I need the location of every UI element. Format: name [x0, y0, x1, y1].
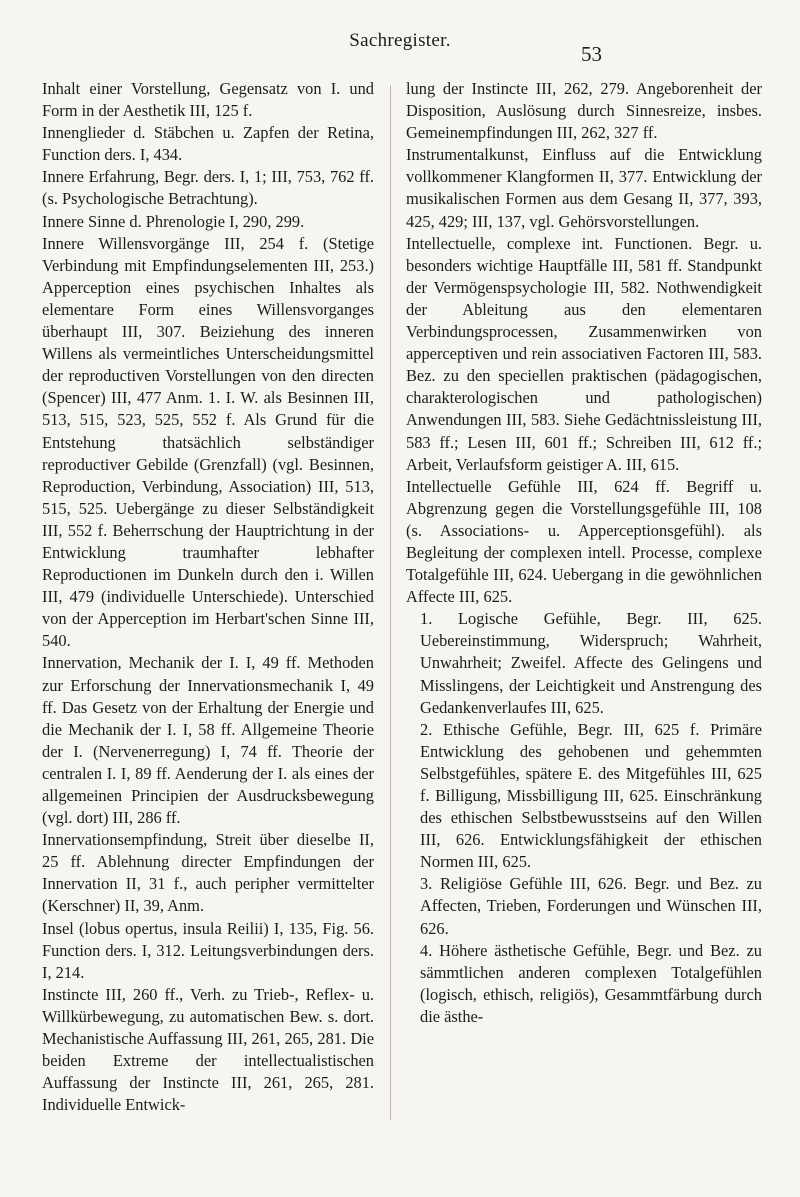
index-entry: Inhalt einer Vorstellung, Gegensatz von I. und Form in der Aesthetik III, 125 f.: [42, 79, 374, 121]
index-entry: Innere Erfahrung, Begr. ders. I, 1; III, 753, 762 ff. (s. Psychologische Betrachtung).: [42, 167, 374, 209]
index-entry: Innere Willensvorgänge III, 254 f. (Stetige Verbindung mit Empfindungselementen III, 253.) Apperception eines psychischen Inhaltes als elementare Form eines Willensvorganges überhaupt III, 307. Beiziehung des inneren Willens als vermeintliches Unterscheidungsmittel der reproductiven Vorstellungen von den directen (Spencer) III, 477 Anm. 1. I. W. als Besinnen III, 513, 515, 523, 525, 552 f. Als Grund für die Entstehung thatsächlich selbständiger reproductiver Gebilde (Grenzfall) (vgl. Besinnen, Reproduction, Verbindung, Association) III, 513, 515, 525. Uebergänge zu dieser Selbständigkeit III, 552 f. Beherrschung der Hauptrichtung in der Entwicklung traumhafter lebhafter Reproductionen im Dunkeln durch den i. Willen III, 479 (individuelle Unterschiede). Unterschied von der Apperception im Herbart'schen Sinne III, 540.: [42, 233, 374, 651]
left-column: [42, 78, 374, 1116]
page-header: [0, 30, 800, 70]
index-entry: Insel (lobus opertus, insula Reilii) I, 135, Fig. 56. Function ders. I, 312. Leitungsverbindungen ders. I, 214.: [42, 918, 374, 982]
index-entry: Instincte III, 260 ff., Verh. zu Trieb-, Reflex- u. Willkürbewegung, zu automatischen Bew. s. dort. Mechanistische Auffassung III, 261, 265, 281. Die beiden Extreme der intellectualistischen Auffassung der Instincte III, 261, 265, 281. Individuelle Entwick-: [42, 984, 374, 1115]
index-subentry: 4. Höhere ästhetische Gefühle, Begr. und Bez. zu sämmtlichen anderen complexen Totalgefühlen (logisch, ethisch, religiös), Gesammtfärbung durch die ästhe-: [420, 940, 762, 1026]
right-column: [406, 78, 762, 1028]
index-subentry: 3. Religiöse Gefühle III, 626. Begr. und Bez. zu Affecten, Trieben, Forderungen und Wünschen III, 626.: [420, 874, 762, 938]
index-entry: Intellectuelle Gefühle III, 624 ff. Begriff u. Abgrenzung gegen die Vorstellungsgefühle III, 108 (s. Associations- u. Apperceptionsgefühl). als Begleitung der complexen intell. Processe, complexe Totalgefühle III, 624. Uebergang in die gewöhnlichen Affecte III, 625.: [406, 476, 762, 607]
index-entry: Innenglieder d. Stäbchen u. Zapfen der Retina, Function ders. I, 434.: [42, 123, 374, 165]
index-entry: Innere Sinne d. Phrenologie I, 290, 299.: [42, 211, 305, 231]
index-entry: Innervation, Mechanik der I. I, 49 ff. Methoden zur Erforschung der Innervationsmechanik I, 49 ff. Das Gesetz von der Erhaltung der Energie und die Mechanik der I. I, 58 ff. Allgemeine Theorie der I. (Nervenerregung) I, 74 ff. Theorie der centralen I. I, 89 ff. Aenderung der I. als eines der allgemeinen Principien der Ausdrucksbewegung (vgl. dort) III, 286 ff.: [42, 653, 374, 828]
index-entry: lung der Instincte III, 262, 279. Angeborenheit der Disposition, Auslösung durch Sinnesreize, insbes. Gemeinempfindungen III, 262, 327 ff.: [406, 79, 762, 143]
index-entry: Intellectuelle, complexe int. Functionen. Begr. u. besonders wichtige Hauptfälle III, 581 ff. Standpunkt der Vermögenspsychologie III, 582. Nothwendigkeit der Ableitung aus den elementaren Verbindungsprocessen, Zusammenwirken von apperceptiven und rein associativen Factoren III, 583. Bez. zu den speciellen praktischen (pädagogischen, charakterologischen und pathologischen) Anwendungen III, 583. Siehe Gedächtnissleistung III, 583 ff.; Lesen III, 601 ff.; Schreiben III, 612 ff.; Arbeit, Verlaufsform geistiger A. III, 615.: [406, 233, 762, 474]
index-entry: Instrumentalkunst, Einfluss auf die Entwicklung vollkommener Klangformen II, 377. Entwicklung der musikalischen Formen aus dem Gesang II, 377, 393, 425, 429; III, 137, vgl. Gehörsvorstellungen.: [406, 145, 762, 231]
page-number: 53: [581, 42, 602, 66]
index-subentry: 1. Logische Gefühle, Begr. III, 625. Uebereinstimmung, Widerspruch; Wahrheit, Unwahrheit; Zweifel. Affecte des Gelingens und Misslingens, der Leichtigkeit und Anstrengung des Gedankenverlaufes III, 625.: [420, 609, 762, 717]
running-title: Sachregister.: [349, 30, 451, 51]
index-entry: Innervationsempfindung, Streit über dieselbe II, 25 ff. Ablehnung directer Empfindungen der Innervation II, 31 f., auch peripher vermittelter (Kerschner) II, 39, Anm.: [42, 830, 374, 916]
index-subentry: 2. Ethische Gefühle, Begr. III, 625 f. Primäre Entwicklung des gehobenen und gehemmten Selbstgefühles, spätere E. des Mitgefühles III, 625 f. Billigung, Missbilligung III, 625. Einschränkung des ethischen Selbstbewusstseins auf den Willen III, 626. Entwicklungsfähigkeit der ethischen Normen III, 625.: [420, 719, 762, 872]
column-divider: [390, 85, 391, 1120]
